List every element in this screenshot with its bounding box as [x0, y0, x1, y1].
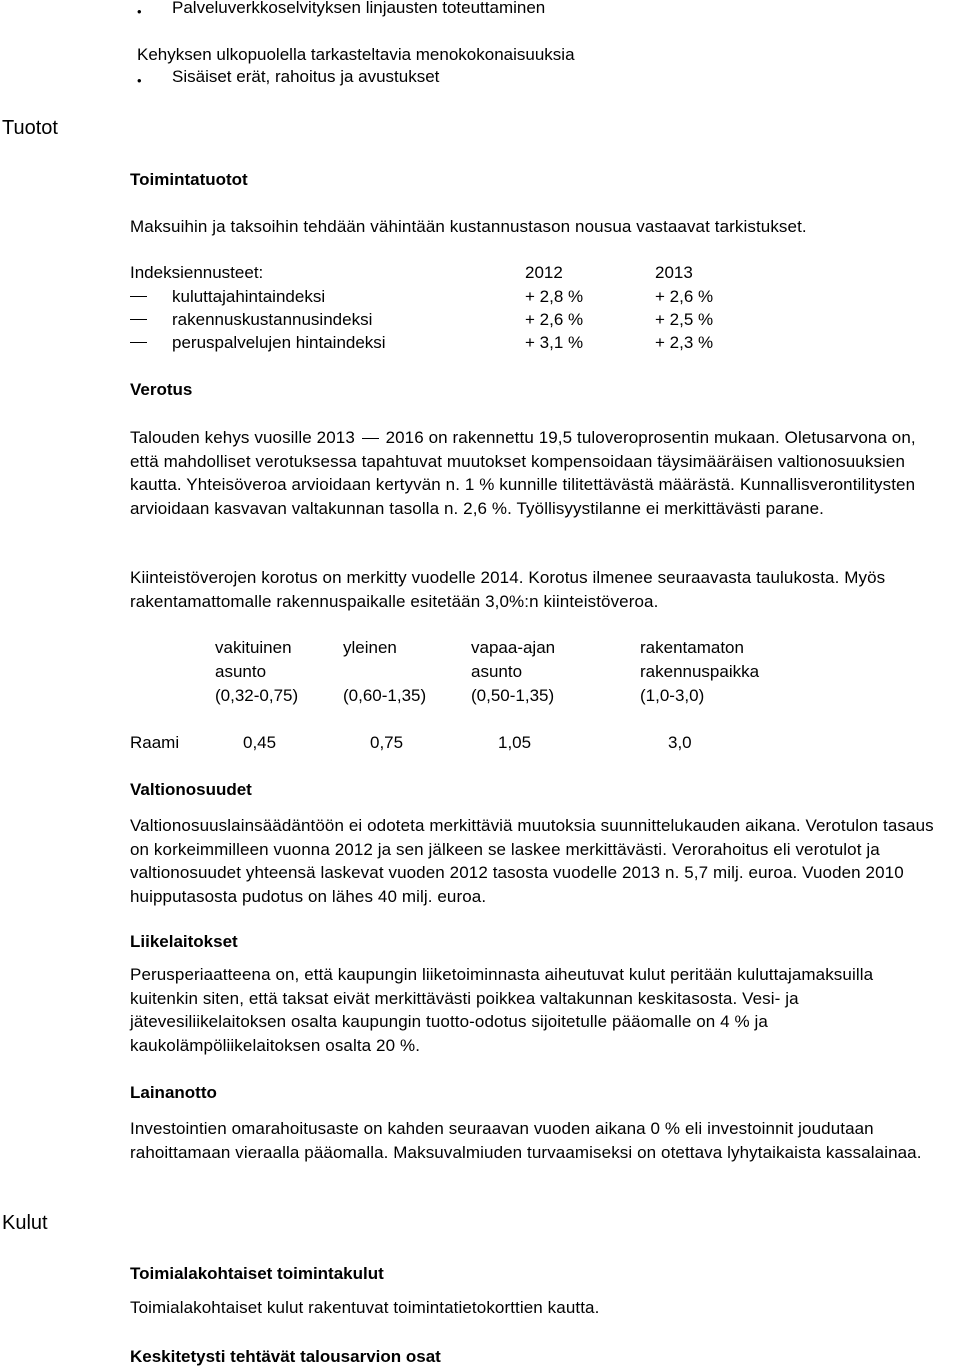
- sidebar-label-tuotot: Tuotot: [2, 117, 58, 139]
- heading-liikelaitokset: Liikelaitokset: [130, 932, 238, 951]
- tax-header-l3: (1,0-3,0): [640, 686, 705, 705]
- index-row-value-2012: + 2,8 %: [525, 287, 584, 306]
- index-table-label: Indeksiennusteet:: [130, 263, 264, 282]
- para-toimialakohtaiset: Toimialakohtaiset kulut rakentuvat toimintatietokorttien kautta.: [130, 1298, 600, 1317]
- para-lainanotto: Investointien omarahoitusaste on kahden seuraavan vuoden aikana 0 % eli investoinnit joudutaan rahoittamaan vieraalla pääomalla. Maksuvalmiuden turvaamiseksi on otettava lyhytaikaista kassalainaa.: [130, 1119, 922, 1162]
- tax-header-l3: (0,50-1,35): [471, 686, 555, 705]
- bullet-item-palveluverkko: Palveluverkkoselvityksen linjausten toteuttaminen: [172, 0, 546, 17]
- index-row-value-2012: + 3,1 %: [525, 333, 584, 352]
- index-row-value-2012: + 2,6 %: [525, 310, 584, 329]
- heading-keskitetysti: Keskitetysti tehtävät talousarvion osat: [130, 1347, 441, 1366]
- para-verotus-kehys-rest: 2016 on rakennettu 19,5 tuloveroprosentin mukaan. Oletusarvona on, että mahdolliset verotuksessa tapahtuvat muutokset kompensoidaan täysimääräisen valtionosuuksien kautta. Yhteisöveroa arvioidaan kertyvän n. 1 % kunnille tilitettävästä määrästä. Kunnallisverontilitysten arvioidaan kasvavan valtakunnan tasolla n. 2,6 %. Työllisyystilanne ei merkittävästi parane.: [130, 428, 916, 518]
- index-row-value-2013: + 2,3 %: [655, 333, 714, 352]
- heading-toimialakohtaiset: Toimialakohtaiset toimintakulut: [130, 1264, 384, 1283]
- index-row-value-2013: + 2,6 %: [655, 287, 714, 306]
- dash-icon: [130, 342, 147, 343]
- index-row-name: kuluttajahintaindeksi: [172, 287, 326, 306]
- index-table-col-2013: 2013: [655, 263, 693, 282]
- tax-row-label: Raami: [130, 733, 180, 752]
- tax-value: 1,05: [498, 733, 532, 752]
- tax-header-l2: asunto: [471, 662, 523, 681]
- tax-header-l1: vapaa-ajan: [471, 638, 556, 657]
- para-verotus-kehys: [130, 426, 945, 520]
- index-row-name: rakennuskustannusindeksi: [172, 310, 373, 329]
- bullet-icon: •: [137, 4, 142, 19]
- heading-lainanotto: Lainanotto: [130, 1083, 217, 1102]
- tax-header-l1: rakentamaton: [640, 638, 744, 657]
- index-row-value-2013: + 2,5 %: [655, 310, 714, 329]
- index-table-col-2012: 2012: [525, 263, 563, 282]
- tax-header-l1: yleinen: [343, 638, 397, 657]
- sidebar-label-kulut: Kulut: [2, 1212, 48, 1234]
- tax-value: 0,45: [243, 733, 277, 752]
- dash-icon: [130, 296, 147, 297]
- para-kiinteistovero: Kiinteistöverojen korotus on merkitty vuodelle 2014. Korotus ilmenee seuraavasta taulukosta. Myös rakentamattomalle rakennuspaikalle esitetään 3,0%:n kiinteistöveroa.: [130, 568, 886, 611]
- heading-valtionosuudet: Valtionosuudet: [130, 780, 252, 799]
- tax-value: 0,75: [370, 733, 404, 752]
- para-toimintatuotot: Maksuihin ja taksoihin tehdään vähintään kustannustason nousua vastaavat tarkistukset.: [130, 217, 807, 236]
- tax-header-l1: vakituinen: [215, 638, 292, 657]
- index-row-name: peruspalvelujen hintaindeksi: [172, 333, 386, 352]
- en-dash-icon: [362, 438, 379, 439]
- para-liikelaitokset: Perusperiaatteena on, että kaupungin liiketoiminnasta aiheutuvat kulut peritään kuluttajamaksuilla kuitenkin siten, että taksat eivät merkittävästi poikkea valtakunnan keskitasosta. Vesi- ja jätevesiliikelaitoksen osalta kaupungin tuotto-odotus sijoitetulle pääomalle on 4 % ja kaukolämpöliikelaitoksen osalta 20 %.: [130, 965, 874, 1055]
- tax-header-l2: asunto: [215, 662, 267, 681]
- tax-header-l2: rakennuspaikka: [640, 662, 760, 681]
- tax-header-l3: (0,32-0,75): [215, 686, 299, 705]
- tax-value: 3,0: [668, 733, 692, 752]
- tax-header-l3: (0,60-1,35): [343, 686, 427, 705]
- para-valtionosuudet: Valtionosuuslainsäädäntöön ei odoteta merkittäviä muutoksia suunnittelukauden aikana. Verotulon tasaus on korkeimmilleen vuonna 2012 ja sen jälkeen se laskee merkittävästi. Verorahoitus eli verotulot ja valtionosuudet yhteensä laskevat vuoden 2012 tasosta vuodelle 2013 n. 5,7 milj. euroa. Vuoden 2010 huipputasosta pudotus on lähes 40 milj. euroa.: [130, 816, 934, 906]
- subheading-menokokonaisuudet: Kehyksen ulkopuolella tarkasteltavia menokokonaisuuksia: [137, 45, 575, 64]
- bullet-icon: •: [137, 73, 142, 88]
- heading-verotus: Verotus: [130, 380, 193, 399]
- dash-icon: [130, 319, 147, 320]
- heading-toimintatuotot: Toimintatuotot: [130, 170, 248, 189]
- bullet-item-sisaiset-erat: Sisäiset erät, rahoitus ja avustukset: [172, 67, 440, 86]
- para-verotus-kehys-start: Talouden kehys vuosille 2013: [130, 428, 355, 447]
